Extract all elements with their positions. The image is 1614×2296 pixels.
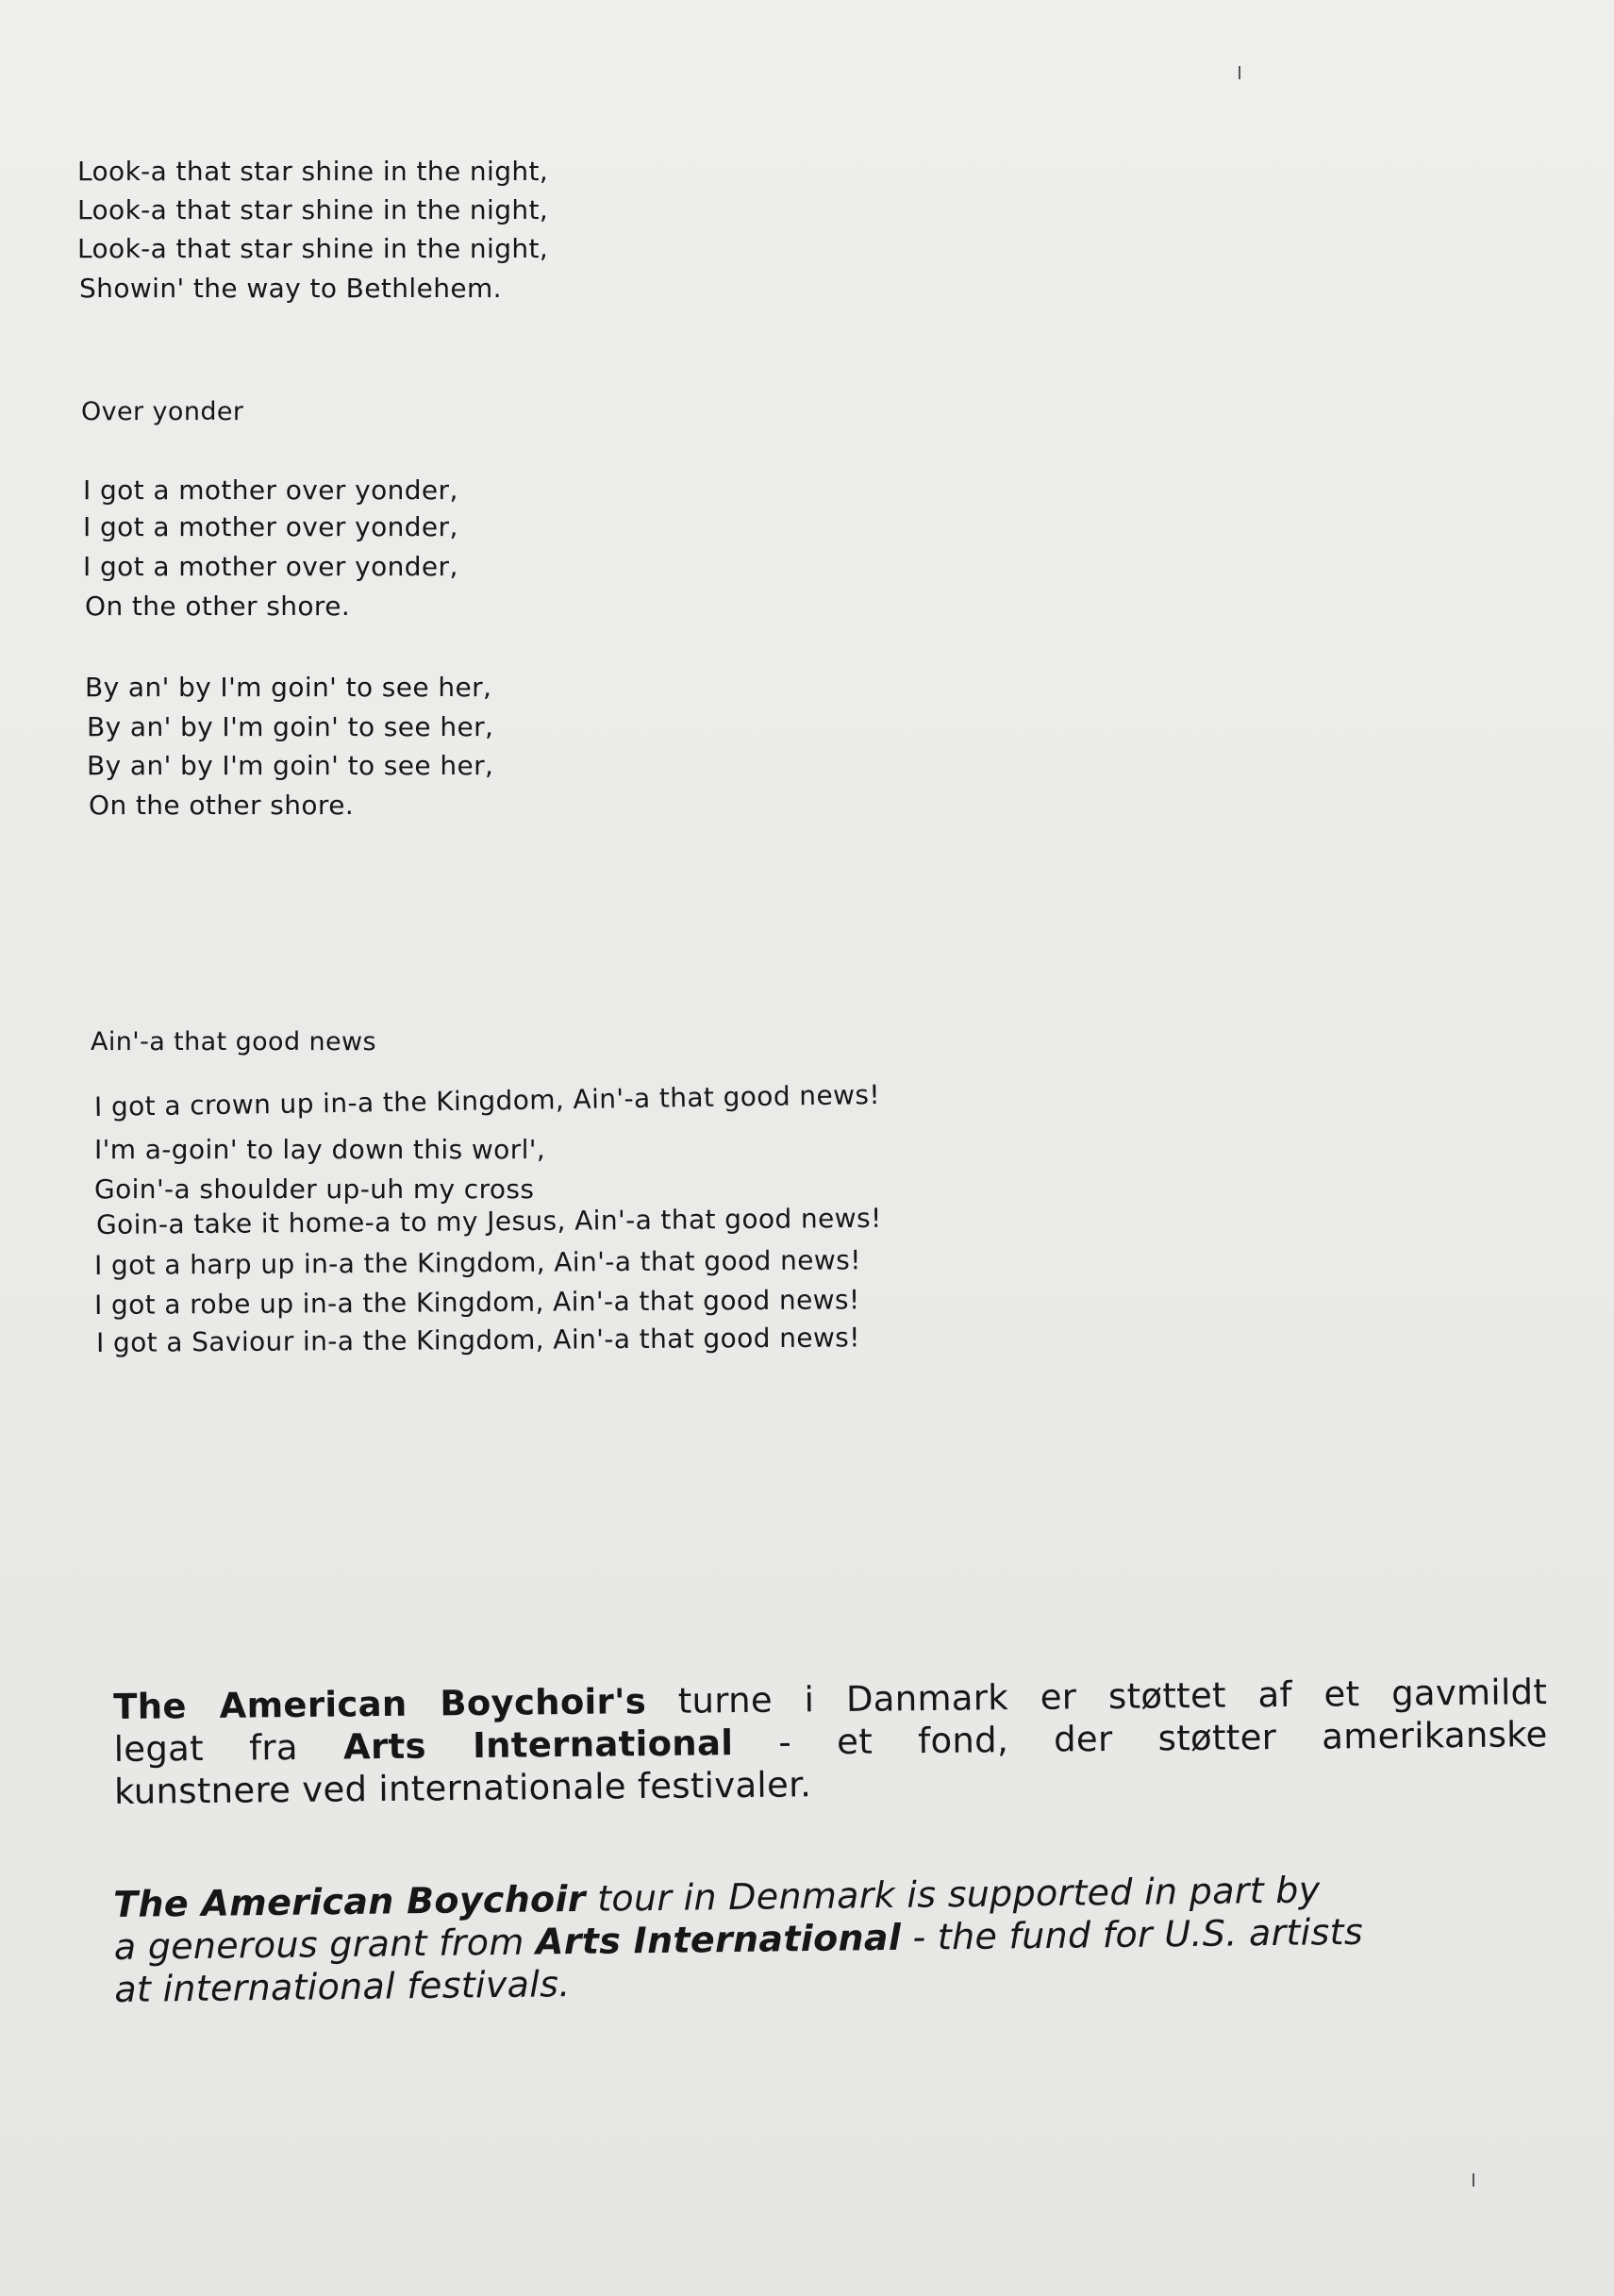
song3-line: I got a harp up in-a the Kingdom, Ain'-a that good news!	[93, 1244, 861, 1281]
song2-line: On the other shore.	[89, 790, 355, 821]
sponsor-en-text: - the fund for U.S. artists	[900, 1910, 1364, 1958]
sponsor-da-text: turne i Danmark er støttet af et gavmildt	[645, 1672, 1548, 1722]
song2-line: On the other shore.	[85, 591, 351, 622]
sponsor-da-fund: Arts International	[342, 1722, 734, 1768]
sponsor-note-danish	[113, 1671, 1548, 1813]
song2-line: By an' by I'm goin' to see her,	[87, 750, 494, 781]
song3-line: I'm a-goin' to lay down this worl',	[94, 1134, 546, 1165]
song1-line: Look-a that star shine in the night,	[77, 194, 549, 225]
song2-line: By an' by I'm goin' to see her,	[85, 672, 492, 703]
scan-mark	[1239, 66, 1240, 79]
song1-line: Look-a that star shine in the night,	[77, 233, 549, 264]
sponsor-en-org: The American Boychoir	[113, 1877, 587, 1925]
song2-line: By an' by I'm goin' to see her,	[87, 711, 494, 742]
scan-mark	[1473, 2173, 1474, 2187]
sponsor-da-text: kunstnere ved internationale festivaler.	[113, 1764, 812, 1812]
sponsor-en-text: a generous grant from	[113, 1921, 537, 1968]
sponsor-note-english	[113, 1866, 1549, 2011]
song3-line: I got a crown up in-a the Kingdom, Ain'-a that good news!	[93, 1078, 881, 1123]
song3-line: I got a Saviour in-a the Kingdom, Ain'-a that good news!	[95, 1322, 860, 1358]
song2-line: I got a mother over yonder,	[83, 474, 458, 506]
song3-line: Goin-a take it home-a to my Jesus, Ain'-a that good news!	[95, 1202, 882, 1240]
song3-line: I got a robe up in-a the Kingdom, Ain'-a that good news!	[93, 1284, 860, 1321]
song1-line: Showin' the way to Bethlehem.	[79, 273, 502, 304]
sponsor-da-text: legat fra	[113, 1726, 344, 1770]
sponsor-en-text: at international festivals.	[114, 1963, 571, 2010]
sponsor-da-org: The American Boychoir's	[113, 1681, 647, 1727]
sponsor-en-fund: Arts International	[535, 1916, 902, 1963]
song1-line: Look-a that star shine in the night,	[77, 156, 549, 187]
song2-line: I got a mother over yonder,	[83, 551, 458, 582]
song3-line: Goin'-a shoulder up-uh my cross	[94, 1173, 535, 1205]
song2-line: I got a mother over yonder,	[83, 511, 458, 542]
sponsor-en-text: tour in Denmark is supported in part by	[585, 1869, 1321, 1920]
song3-title: Ain'-a that good news	[91, 1027, 376, 1056]
sponsor-da-text: - et fond, der støtter amerikanske	[732, 1714, 1548, 1764]
song2-title: Over yonder	[81, 397, 244, 426]
